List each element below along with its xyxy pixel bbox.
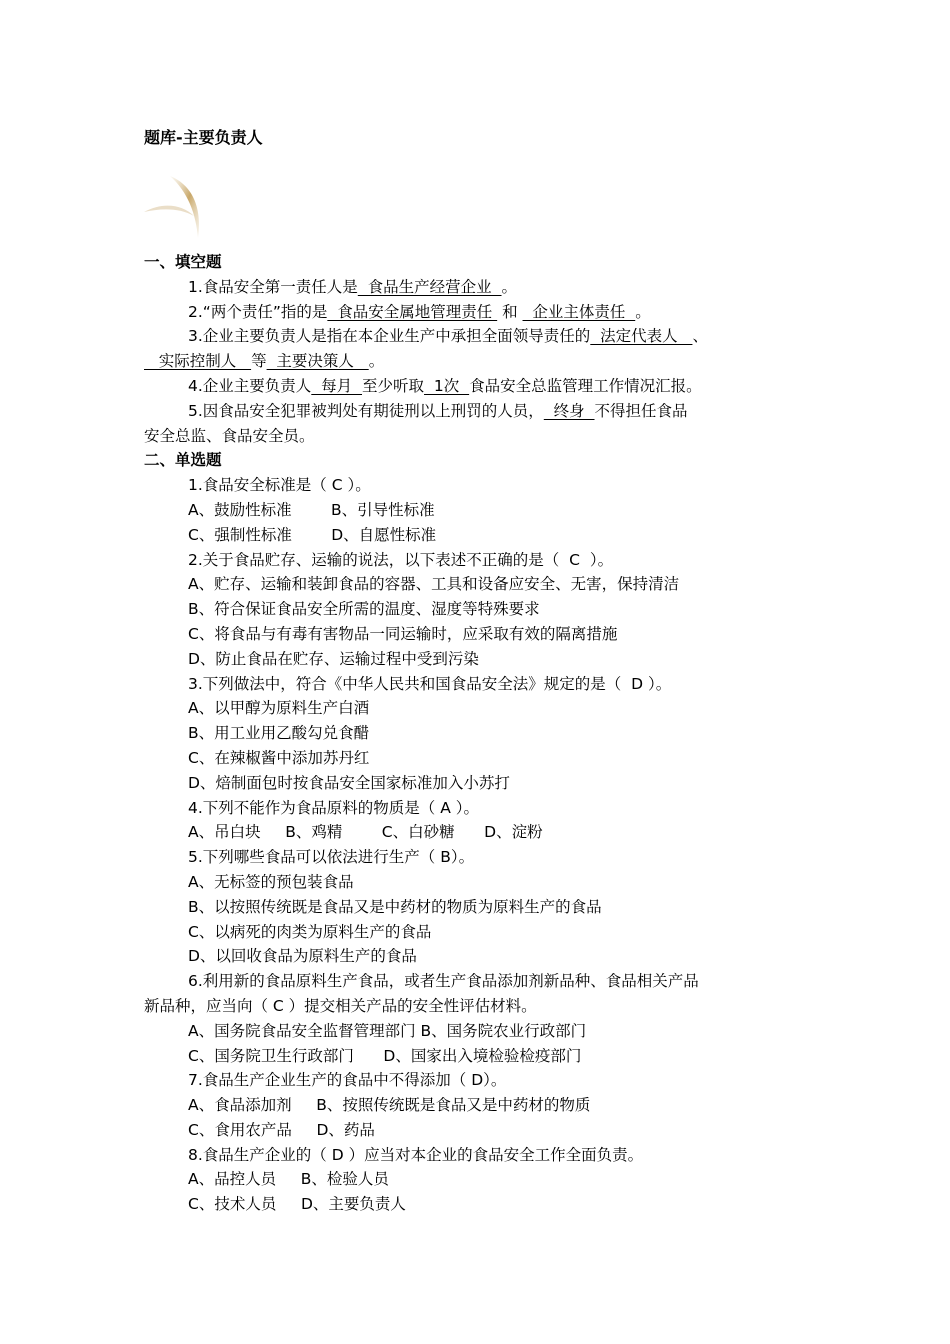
choice-line: C、技术人员 D、主要负责人: [188, 1195, 406, 1214]
choice-line: 2.关于食品贮存、运输的说法，以下表述不正确的是（ C ）。: [188, 550, 614, 569]
choice-line: 8.食品生产企业的（ D ）应当对本企业的食品安全工作全面负责。: [188, 1145, 644, 1164]
choice-line: C、国务院卫生行政部门 D、国家出入境检验检疫部门: [188, 1046, 582, 1065]
choice-line: 5.下列哪些食品可以依法进行生产（ B）。: [188, 848, 475, 867]
choice-line: D、防止食品在贮存、运输过程中受到污染: [188, 649, 479, 668]
answer-blank: 1次: [424, 376, 470, 395]
choice-line: 1.食品安全标准是（ C ）。: [188, 476, 371, 495]
choice-line: A、吊白块 B、鸡精 C、白砂糖 D、淀粉: [188, 823, 543, 842]
answer-blank: 企业主体责任: [522, 302, 636, 321]
choice-line: A、以甲醇为原料生产白酒: [188, 699, 370, 718]
answer-blank: 主要决策人: [266, 352, 369, 371]
answer-blank: 终身: [543, 401, 595, 420]
page-title: 题库-主要负责人: [144, 128, 263, 147]
choice-line: A、无标签的预包装食品: [188, 872, 354, 891]
fill-question-3: 3.企业主要负责人是指在本企业生产中承担全面领导责任的 法定代表人 、: [188, 327, 708, 346]
choice-line: C、将食品与有毒有害物品一同运输时，应采取有效的隔离措施: [188, 624, 618, 643]
choice-line: A、品控人员 B、检验人员: [188, 1170, 389, 1189]
choice-line: 7.食品生产企业生产的食品中不得添加（ D）。: [188, 1071, 507, 1090]
answer-blank: 每月: [311, 376, 363, 395]
document-body: [144, 250, 824, 1217]
section-heading: 一、填空题: [144, 253, 222, 271]
choice-line: C、强制性标准 D、自愿性标准: [188, 525, 437, 544]
choice-line: 6.利用新的食品原料生产食品，或者生产食品添加剂新品种、食品相关产品: [188, 972, 699, 991]
choice-line: 3.下列做法中，符合《中华人民共和国食品安全法》规定的是（ D ）。: [188, 674, 672, 693]
answer-blank: 实际控制人: [144, 352, 252, 371]
fill-question-4: 4.企业主要负责人 每月 至少听取 1次 食品安全总监管理工作情况汇报。: [188, 376, 702, 395]
choice-line: 4.下列不能作为食品原料的物质是（ A ）。: [188, 798, 479, 817]
choice-line: A、国务院食品安全监督管理部门 B、国务院农业行政部门: [188, 1021, 587, 1040]
choice-line: C、以病死的肉类为原料生产的食品: [188, 922, 432, 941]
fill-question-5: 5.因食品安全犯罪被判处有期徒刑以上刑罚的人员， 终身 不得担任食品: [188, 401, 688, 420]
fill-question-1: 1.食品安全第一责任人是 食品生产经营企业 。: [188, 277, 518, 296]
choice-line: B、符合保证食品安全所需的温度、湿度等特殊要求: [188, 600, 540, 619]
choice-line: A、贮存、运输和装卸食品的容器、工具和设备应安全、无害，保持清洁: [188, 575, 680, 594]
choice-line: A、鼓励性标准 B、引导性标准: [188, 500, 435, 519]
answer-blank: 食品生产经营企业: [357, 277, 502, 296]
choice-line: D、以回收食品为原料生产的食品: [188, 947, 417, 966]
answer-blank: 法定代表人: [590, 327, 693, 346]
fill-question-3-cont: 实际控制人 等 主要决策人 。: [144, 352, 385, 371]
choice-line: 新品种，应当向（ C ）提交相关产品的安全性评估材料。: [144, 996, 537, 1015]
gold-swoosh-logo-icon: [140, 172, 210, 242]
choice-line: B、以按照传统既是食品又是中药材的物质为原料生产的食品: [188, 897, 602, 916]
choice-line: D、焙制面包时按食品安全国家标准加入小苏打: [188, 773, 510, 792]
choice-line: C、食用农产品 D、药品: [188, 1120, 375, 1139]
choice-line: A、食品添加剂 B、按照传统既是食品又是中药材的物质: [188, 1096, 591, 1115]
fill-question-2: 2.“两个责任”指的是 食品安全属地管理责任 和 企业主体责任 。: [188, 302, 651, 321]
fill-question-5-cont: 安全总监、食品安全员。: [144, 426, 315, 445]
section-heading: 二、单选题: [144, 451, 222, 470]
answer-blank: 食品安全属地管理责任: [327, 302, 498, 321]
choice-line: C、在辣椒酱中添加苏丹红: [188, 748, 370, 767]
choice-line: B、用工业用乙酸勾兑食醋: [188, 724, 370, 743]
